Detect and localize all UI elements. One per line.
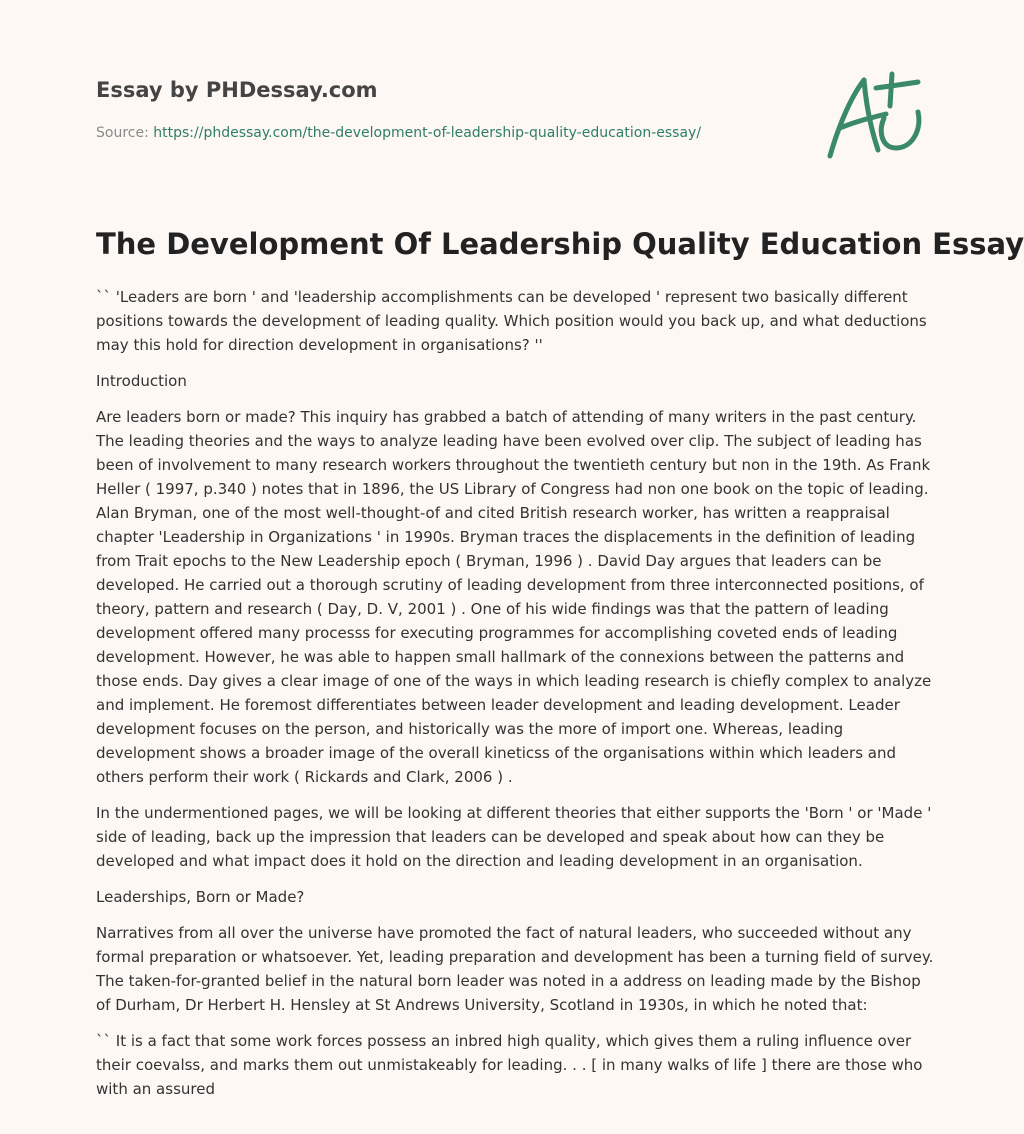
page-header <box>96 76 796 141</box>
source-line <box>96 124 701 142</box>
essay-title: The Development Of Leadership Quality Education Essay <box>96 227 1024 261</box>
essay-paragraph: Narratives from all over the universe have promoted the fact of natural leaders, who succeeded without any formal preparation or whatsoever. Yet, leading preparation and development has been a turning field of survey. The taken-for-granted belief in the natural born leader was noted in a address on leading made by the Bishop of Durham, Dr Herbert H. Hensley at St Andrews University, Scotland in 1930s, in which he noted that: <box>96 924 934 1014</box>
source-label: Source: <box>96 125 149 141</box>
a-plus-logo-graphic <box>820 68 930 168</box>
a-plus-grade-icon <box>820 68 930 168</box>
section-heading-born-or-made: Leaderships, Born or Made? <box>96 888 305 906</box>
section-heading-introduction: Introduction <box>96 372 187 390</box>
essay-paragraph: In the undermentioned pages, we will be looking at different theories that either supports the 'Born ' or 'Made ' side of leading, back up the impression that leaders can be developed and speak about how can they be developed and what impact does it hold on the direction and leading development in an organisation. <box>96 804 932 870</box>
essay-paragraph: `` 'Leaders are born ' and 'leadership accomplishments can be developed ' represent two basically different positions towards the development of leading quality. Which position would you back up, and what deductions may this hold for direction development in organisations? '' <box>96 288 927 354</box>
source-link[interactable]: https://phdessay.com/the-development-of-leadership-quality-education-essay/ <box>153 125 702 141</box>
essay-paragraph: Are leaders born or made? This inquiry has grabbed a batch of attending of many writers in the past century. The leading theories and the ways to analyze leading have been evolved over clip. The subject of leading has been of involvement to many research workers throughout the twentieth century but non in the 19th. As Frank Heller ( 1997, p.340 ) notes that in 1896, the US Library of Congress had non one book on the topic of leading. Alan Bryman, one of the most well-thought-of and cited British research worker, has written a reappraisal chapter 'Leadership in Organizations ' in 1990s. Bryman traces the displacements in the definition of leading from Trait epochs to the New Leadership epoch ( Bryman, 1996 ) . David Day argues that leaders can be developed. He carried out a thorough scrutiny of leading development from three interconnected positions, of theory, pattern and research ( Day, D. V, 2001 ) . One of his wide findings was that the pattern of leading development offered many processs for executing programmes for accomplishing coveted ends of leading development. However, he was able to happen small hallmark of the connexions between the patterns and those ends. Day gives a clear image of one of the ways in which leading research is chiefly complex to analyze and implement. He foremost differentiates between leader development and leading development. Leader development focuses on the person, and historically was the more of import one. Whereas, leading development shows a broader image of the overall kineticss of the organisations within which leaders and others perform their work ( Rickards and Clark, 2006 ) . <box>96 408 932 786</box>
essay-quote: `` It is a fact that some work forces possess an inbred high quality, which gives them a ruling influence over their coevalss, and marks them out unmistakeably for leading. . . [ in many walks of life ] there are those who with an assured <box>96 1032 923 1098</box>
essay-body <box>96 285 938 1113</box>
site-title: Essay by PHDessay.com <box>96 78 378 102</box>
